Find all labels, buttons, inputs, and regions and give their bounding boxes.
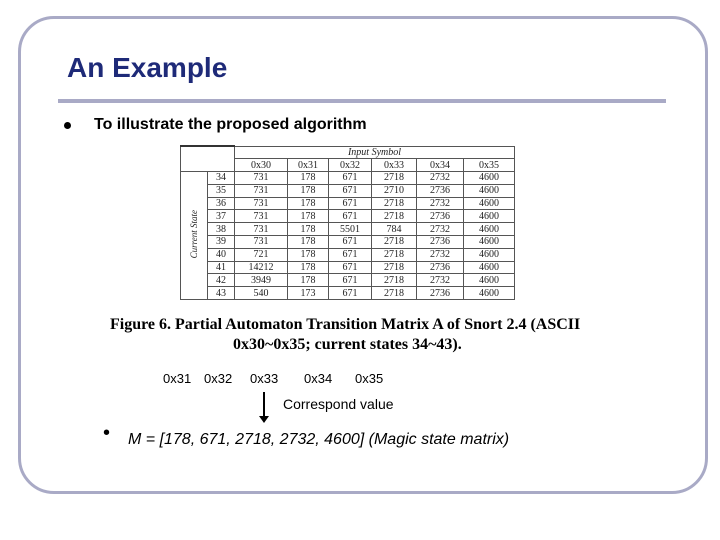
matrix-state-cell: 34 xyxy=(208,172,235,185)
matrix-value-cell: 731 xyxy=(235,223,288,236)
matrix-value-cell: 2718 xyxy=(372,248,417,261)
matrix-value-cell: 2718 xyxy=(372,274,417,287)
matrix-row xyxy=(181,184,515,197)
hex-label-0x31: 0x31 xyxy=(163,371,192,386)
matrix-value-cell: 4600 xyxy=(464,287,515,300)
arrow-head-icon xyxy=(259,416,269,423)
matrix-value-cell: 2732 xyxy=(417,197,464,210)
matrix-state-cell: 38 xyxy=(208,223,235,236)
matrix-col-header: 0x33 xyxy=(372,159,417,172)
matrix-value-cell: 2732 xyxy=(417,223,464,236)
matrix-value-cell: 4600 xyxy=(464,248,515,261)
matrix-value-cell: 2736 xyxy=(417,261,464,274)
matrix-value-cell: 178 xyxy=(288,172,329,185)
matrix-value-cell: 2718 xyxy=(372,197,417,210)
matrix-value-cell: 2718 xyxy=(372,287,417,300)
matrix-row-axis-label xyxy=(181,172,208,300)
hex-label-0x34: 0x34 xyxy=(304,371,333,386)
matrix-value-cell: 2718 xyxy=(372,172,417,185)
matrix-value-cell: 731 xyxy=(235,210,288,223)
matrix-group-header: Input Symbol xyxy=(235,146,515,159)
matrix-value-cell: 178 xyxy=(288,248,329,261)
matrix-value-cell: 4600 xyxy=(464,172,515,185)
hex-label-0x32: 0x32 xyxy=(204,371,233,386)
matrix-state-cell: 37 xyxy=(208,210,235,223)
matrix-state-cell: 42 xyxy=(208,274,235,287)
matrix-value-cell: 2736 xyxy=(417,210,464,223)
matrix-value-cell: 178 xyxy=(288,184,329,197)
matrix-value-cell: 178 xyxy=(288,223,329,236)
matrix-value-cell: 178 xyxy=(288,261,329,274)
matrix-value-cell: 2736 xyxy=(417,236,464,249)
matrix-value-cell: 2718 xyxy=(372,236,417,249)
matrix-col-header: 0x34 xyxy=(417,159,464,172)
transition-matrix-table xyxy=(180,145,515,300)
bullet-text: To illustrate the proposed algorithm xyxy=(94,116,367,133)
matrix-value-cell: 2736 xyxy=(417,287,464,300)
matrix-state-cell: 39 xyxy=(208,236,235,249)
matrix-row xyxy=(181,274,515,287)
matrix-row xyxy=(181,197,515,210)
matrix-value-cell: 4600 xyxy=(464,210,515,223)
matrix-value-cell: 2710 xyxy=(372,184,417,197)
matrix-value-cell: 4600 xyxy=(464,236,515,249)
matrix-value-cell: 178 xyxy=(288,236,329,249)
matrix-value-cell: 671 xyxy=(329,287,372,300)
hex-label-0x33: 0x33 xyxy=(250,371,279,386)
matrix-row xyxy=(181,287,515,300)
hex-label-0x35: 0x35 xyxy=(355,371,384,386)
slide-title: An Example xyxy=(67,52,228,83)
matrix-state-cell: 35 xyxy=(208,184,235,197)
figure-caption xyxy=(110,315,630,355)
matrix-row xyxy=(181,210,515,223)
matrix-value-cell: 2732 xyxy=(417,274,464,287)
matrix-corner-cell xyxy=(181,146,235,172)
matrix-state-cell: 43 xyxy=(208,287,235,300)
matrix-value-cell: 671 xyxy=(329,261,372,274)
matrix-col-header: 0x31 xyxy=(288,159,329,172)
matrix-row xyxy=(181,223,515,236)
row-axis-label-text: Current State xyxy=(188,209,199,259)
matrix-value-cell: 4600 xyxy=(464,261,515,274)
matrix-value-cell: 2732 xyxy=(417,172,464,185)
matrix-value-cell: 784 xyxy=(372,223,417,236)
matrix-value-cell: 4600 xyxy=(464,223,515,236)
transition-matrix-figure xyxy=(180,145,528,311)
matrix-value-cell: 671 xyxy=(329,197,372,210)
matrix-col-header: 0x35 xyxy=(464,159,515,172)
matrix-value-cell: 731 xyxy=(235,236,288,249)
matrix-value-cell: 671 xyxy=(329,274,372,287)
matrix-value-cell: 178 xyxy=(288,197,329,210)
matrix-state-cell: 40 xyxy=(208,248,235,261)
magic-matrix-text: M = [178, 671, 2718, 2732, 4600] (Magic state matrix) xyxy=(128,431,510,448)
matrix-row xyxy=(181,261,515,274)
matrix-value-cell: 173 xyxy=(288,287,329,300)
matrix-value-cell: 671 xyxy=(329,236,372,249)
matrix-value-cell: 540 xyxy=(235,287,288,300)
matrix-value-cell: 721 xyxy=(235,248,288,261)
matrix-row xyxy=(181,248,515,261)
matrix-value-cell: 671 xyxy=(329,248,372,261)
matrix-value-cell: 178 xyxy=(288,210,329,223)
matrix-col-header: 0x32 xyxy=(329,159,372,172)
matrix-state-cell: 41 xyxy=(208,261,235,274)
matrix-header-row-1 xyxy=(181,146,515,159)
matrix-value-cell: 3949 xyxy=(235,274,288,287)
matrix-value-cell: 5501 xyxy=(329,223,372,236)
matrix-value-cell: 731 xyxy=(235,197,288,210)
matrix-value-cell: 14212 xyxy=(235,261,288,274)
matrix-value-cell: 731 xyxy=(235,172,288,185)
caption-line-2: 0x30~0x35; current states 34~43). xyxy=(233,336,462,353)
matrix-value-cell: 731 xyxy=(235,184,288,197)
matrix-value-cell: 2736 xyxy=(417,184,464,197)
matrix-value-cell: 2718 xyxy=(372,261,417,274)
bullet-dot-icon xyxy=(64,122,71,129)
matrix-state-cell: 36 xyxy=(208,197,235,210)
matrix-value-cell: 671 xyxy=(329,172,372,185)
title-rule xyxy=(58,99,666,103)
bullet2-dot-icon: • xyxy=(103,422,111,444)
matrix-value-cell: 671 xyxy=(329,184,372,197)
matrix-value-cell: 2718 xyxy=(372,210,417,223)
down-arrow-icon xyxy=(263,392,265,418)
matrix-col-header: 0x30 xyxy=(235,159,288,172)
caption-line-1: Figure 6. Partial Automaton Transition Matrix A of Snort 2.4 (ASCII xyxy=(110,316,581,333)
matrix-row xyxy=(181,236,515,249)
matrix-row xyxy=(181,172,515,185)
matrix-value-cell: 2732 xyxy=(417,248,464,261)
correspond-label: Correspond value xyxy=(283,396,394,412)
matrix-value-cell: 178 xyxy=(288,274,329,287)
matrix-value-cell: 4600 xyxy=(464,184,515,197)
matrix-value-cell: 4600 xyxy=(464,274,515,287)
matrix-value-cell: 4600 xyxy=(464,197,515,210)
matrix-value-cell: 671 xyxy=(329,210,372,223)
